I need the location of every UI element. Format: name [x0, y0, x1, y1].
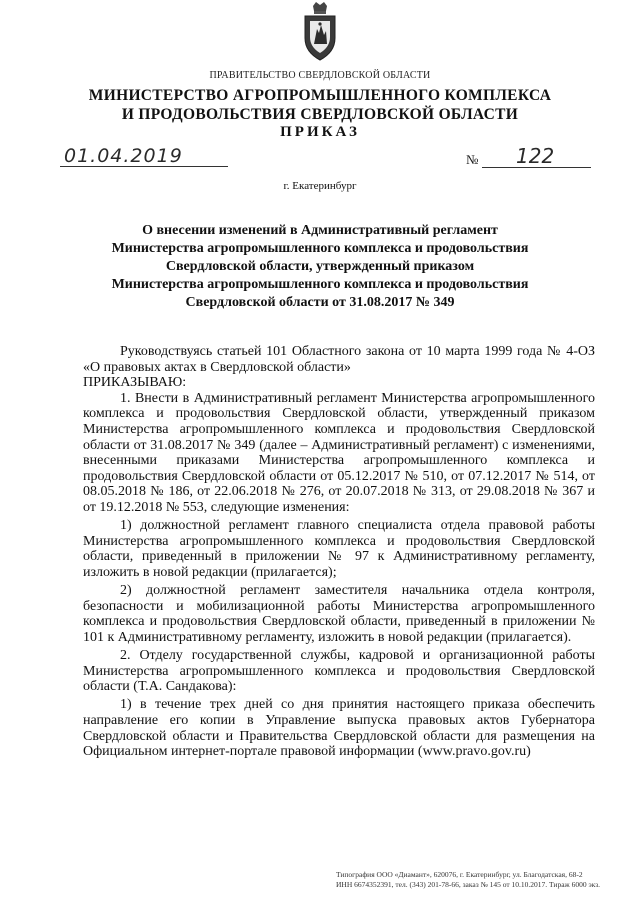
ministry-name-line1: МИНИСТЕРСТВО АГРОПРОМЫШЛЕННОГО КОМПЛЕКСА: [88, 87, 552, 104]
coat-of-arms-icon: [301, 2, 339, 64]
order-number: 122: [516, 144, 555, 168]
subject-line5: Свердловской области от 31.08.2017 № 349: [185, 295, 455, 310]
preamble-paragraph: Руководствуясь статьей 101 Областного закона от 10 марта 1999 года № 4-ОЗ «О правовых актах в Свердловской области»: [83, 344, 595, 375]
item-2-paragraph: 2. Отделу государственной службы, кадровой и организационной работы Министерства агропромышленного комплекса и продовольствия Свердловской области (Т.А. Сандакова):: [83, 648, 595, 695]
item-1-paragraph: 1. Внести в Административный регламент Министерства агропромышленного комплекса и продовольствия Свердловской области, утвержденный приказом Министерства агропромышленного комплекса и продовольствия Свердловской области от 31.08.2017 № 349 (далее – Административный регламент) с изменениями, внесенными приказами Министерства агропромышленного комплекса и продовольствия Свердловской области от 05.12.2017 № 510, от 07.12.2017 № 514, от 08.05.2018 № 186, от 22.06.2018 № 276, от 20.07.2018 № 313, от 29.08.2018 № 367 и от 19.12.2018 № 553, следующие изменения:: [83, 390, 595, 515]
subject-line2: Министерства агропромышленного комплекса и продовольствия: [111, 241, 529, 256]
printer-info-line1: Типография ООО «Диамант», 620076, г. Екатеринбург, ул. Благодатская, 68-2: [336, 870, 583, 879]
issue-city: г. Екатеринбург: [283, 180, 357, 192]
order-subject: [0, 222, 640, 312]
ministry-name-line2: И ПРОДОВОЛЬСТВИЯ СВЕРДЛОВСКОЙ ОБЛАСТИ: [121, 106, 519, 123]
ministry-name: [0, 86, 640, 124]
document-type: ПРИКАЗ: [280, 124, 360, 140]
subject-line3: Свердловской области, утвержденный приказом: [165, 259, 475, 274]
date-underline: [60, 166, 228, 167]
order-body: [83, 344, 595, 760]
number-underline: [482, 167, 591, 168]
subject-line4: Министерства агропромышленного комплекса и продовольствия: [111, 277, 529, 292]
printer-info: [336, 870, 636, 890]
printer-info-line2: ИНН 6674352391, тел. (343) 201-78-66, заказ № 145 от 10.10.2017. Тираж 6000 экз.: [336, 880, 601, 889]
order-date: 01.04.2019: [64, 145, 183, 167]
government-name: ПРАВИТЕЛЬСТВО СВЕРДЛОВСКОЙ ОБЛАСТИ: [209, 70, 431, 81]
item-1-2-paragraph: 2) должностной регламент заместителя начальника отдела контроля, безопасности и мобилизационной работы Министерства агропромышленного комплекса и продовольствия Свердловской области, приведенный в приложении № 101 к Административному регламенту, изложить в новой редакции (прилагается).: [83, 583, 595, 645]
orders-heading: ПРИКАЗЫВАЮ:: [83, 375, 187, 391]
order-number-field: [466, 146, 591, 168]
item-2-1-paragraph: 1) в течение трех дней со дня принятия настоящего приказа обеспечить направление его копии в Управление выпуска правовых актов Губернатора Свердловской области и Правительства Свердловской области для размещения на Официальном интернет-портале правовой информации (www.pravo.gov.ru): [83, 697, 595, 760]
subject-line1: О внесении изменений в Административный регламент: [142, 223, 498, 238]
order-number-label: №: [466, 152, 479, 167]
item-1-1-paragraph: 1) должностной регламент главного специалиста отдела правовой работы Министерства агропромышленного комплекса и продовольствия Свердловской области, приведенный в приложении № 97 к Административному регламенту, изложить в новой редакции (прилагается);: [83, 518, 595, 580]
order-date-field: [60, 145, 228, 167]
